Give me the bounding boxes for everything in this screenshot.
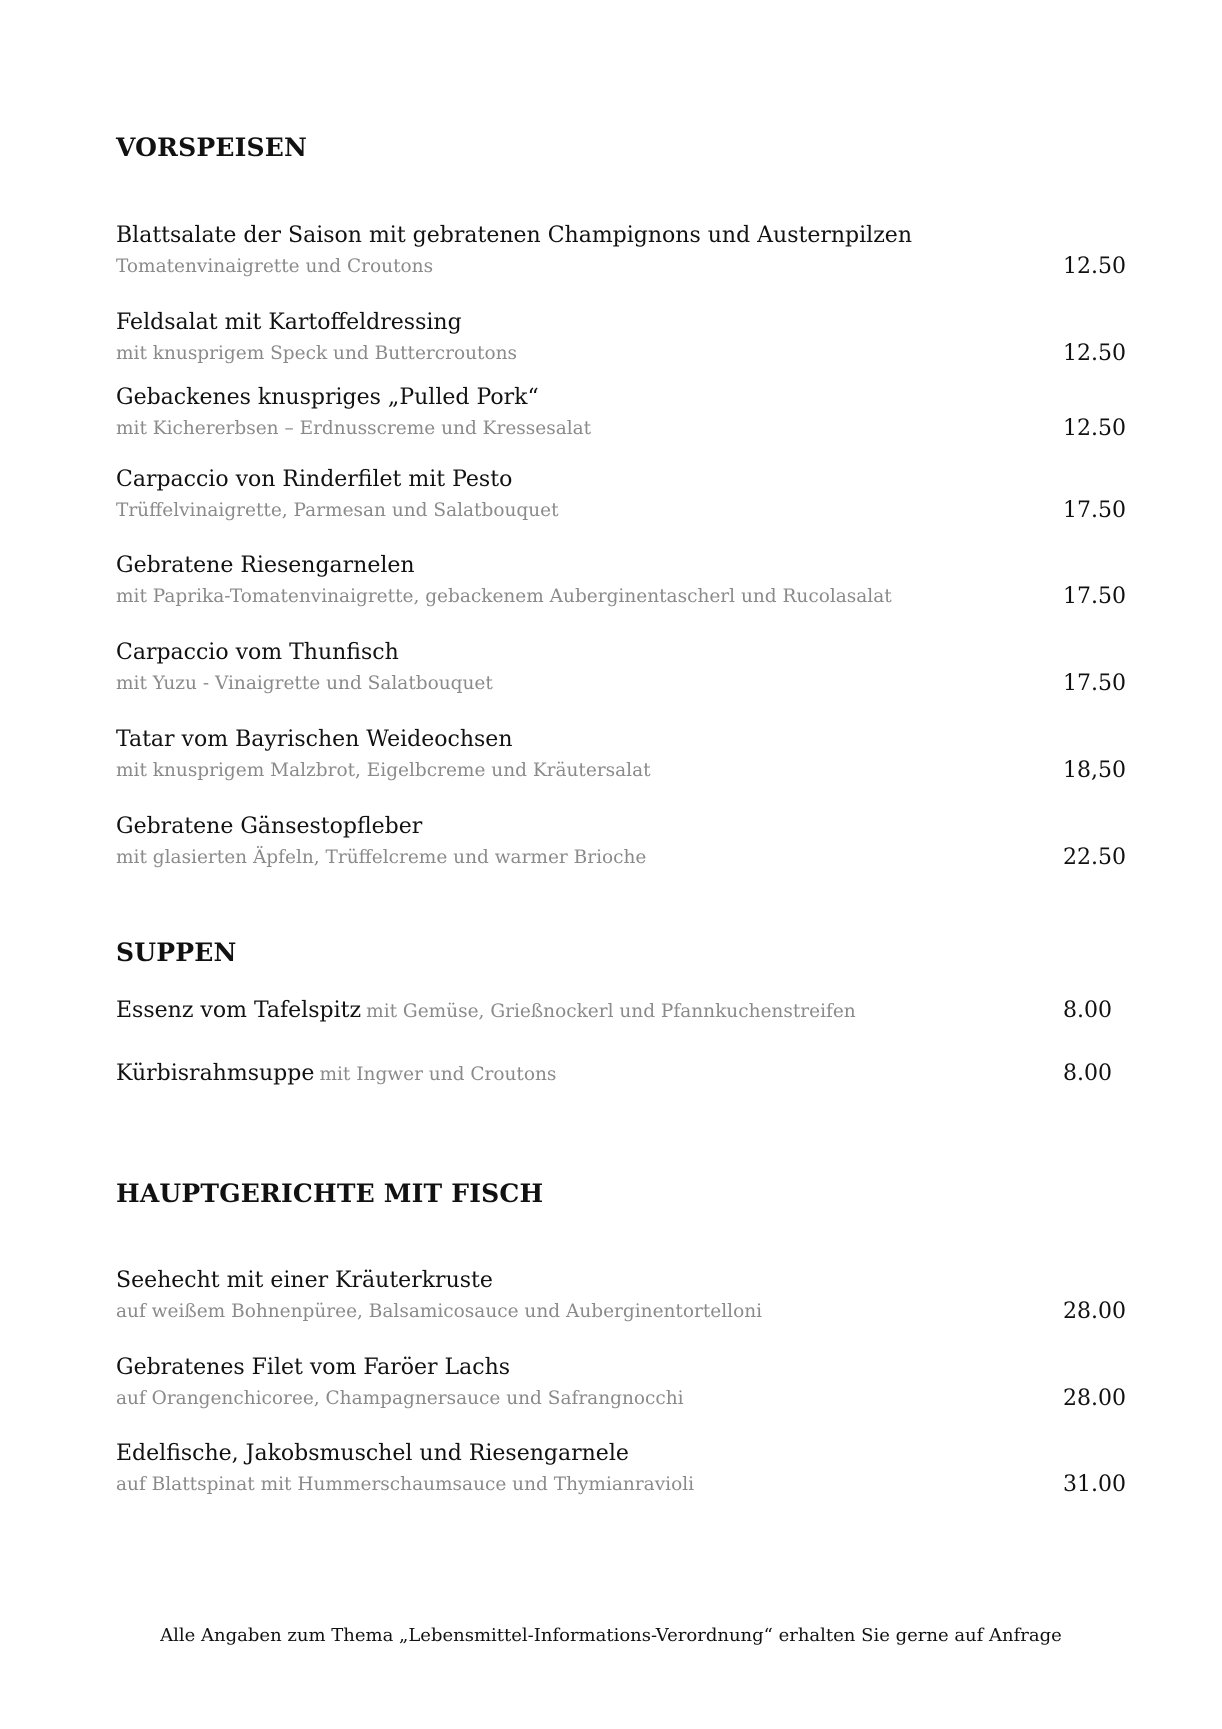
section-title-suppen: SUPPEN [116,938,237,967]
item-name: Gebratene Riesengarnelen [116,553,415,578]
item-description: mit Yuzu - Vinaigrette und Salatbouquet [116,673,493,694]
section-title-fisch: HAUPTGERICHTE MIT FISCH [116,1179,544,1208]
menu-item [116,553,1126,613]
menu-item [116,385,1126,445]
soup-item [116,998,1126,1028]
soup-line [116,998,856,1023]
item-price: 22.50 [1063,845,1126,870]
item-description: mit Gemüse, Grießnockerl und Pfannkuchenstreifen [366,1001,856,1022]
item-description: auf Orangenchicoree, Champagnersauce und Safrangnocchi [116,1388,684,1409]
menu-item [116,1441,1126,1501]
item-price: 8.00 [1063,1061,1112,1086]
item-description: auf Blattspinat mit Hummerschaumsauce und Thymianravioli [116,1474,695,1495]
item-price: 31.00 [1063,1472,1126,1497]
section-title-vorspeisen: VORSPEISEN [116,133,308,162]
menu-item [116,640,1126,700]
menu-item [116,727,1126,787]
item-name: Carpaccio von Rinderfilet mit Pesto [116,467,513,492]
item-description: Trüffelvinaigrette, Parmesan und Salatbouquet [116,500,559,521]
item-name: Gebratenes Filet vom Faröer Lachs [116,1355,511,1380]
menu-item [116,1355,1126,1415]
item-name: Edelfische, Jakobsmuschel und Riesengarnele [116,1441,629,1466]
item-price: 12.50 [1063,254,1126,279]
item-price: 17.50 [1063,498,1126,523]
menu-item [116,310,1126,370]
item-name: Seehecht mit einer Kräuterkruste [116,1268,493,1293]
item-price: 28.00 [1063,1299,1126,1324]
item-description: mit Ingwer und Croutons [319,1064,557,1085]
item-description: mit knusprigem Malzbrot, Eigelbcreme und Kräutersalat [116,760,651,781]
item-name: Blattsalate der Saison mit gebratenen Champignons und Austernpilzen [116,223,912,248]
menu-item [116,467,1126,527]
item-price: 18,50 [1063,758,1126,783]
item-name: Feldsalat mit Kartoffeldressing [116,310,462,335]
item-description: auf weißem Bohnenpüree, Balsamicosauce und Auberginentortelloni [116,1301,763,1322]
item-price: 8.00 [1063,998,1112,1023]
menu-item [116,223,1126,283]
soup-line [116,1061,556,1086]
item-name: Tatar vom Bayrischen Weideochsen [116,727,513,752]
menu-item [116,814,1126,874]
soup-item [116,1061,1126,1091]
item-price: 12.50 [1063,341,1126,366]
item-name: Gebackenes knuspriges „Pulled Pork“ [116,385,539,410]
item-name: Essenz vom Tafelspitz [116,998,362,1023]
item-name: Carpaccio vom Thunfisch [116,640,399,665]
item-description: Tomatenvinaigrette und Croutons [116,256,434,277]
item-description: mit Paprika-Tomatenvinaigrette, gebackenem Auberginentascherl und Rucolasalat [116,586,892,607]
item-price: 28.00 [1063,1386,1126,1411]
allergen-info-footer: Alle Angaben zum Thema „Lebensmittel-Informations-Verordnung“ erhalten Sie gerne auf Anfrage [160,1625,1062,1646]
item-description: mit Kichererbsen – Erdnusscreme und Kressesalat [116,418,592,439]
item-name: Gebratene Gänsestopfleber [116,814,423,839]
item-description: mit glasierten Äpfeln, Trüffelcreme und warmer Brioche [116,847,647,868]
item-description: mit knusprigem Speck und Buttercroutons [116,343,518,364]
menu-item [116,1268,1126,1328]
item-name: Kürbisrahmsuppe [116,1061,315,1086]
item-price: 17.50 [1063,671,1126,696]
item-price: 12.50 [1063,416,1126,441]
item-price: 17.50 [1063,584,1126,609]
